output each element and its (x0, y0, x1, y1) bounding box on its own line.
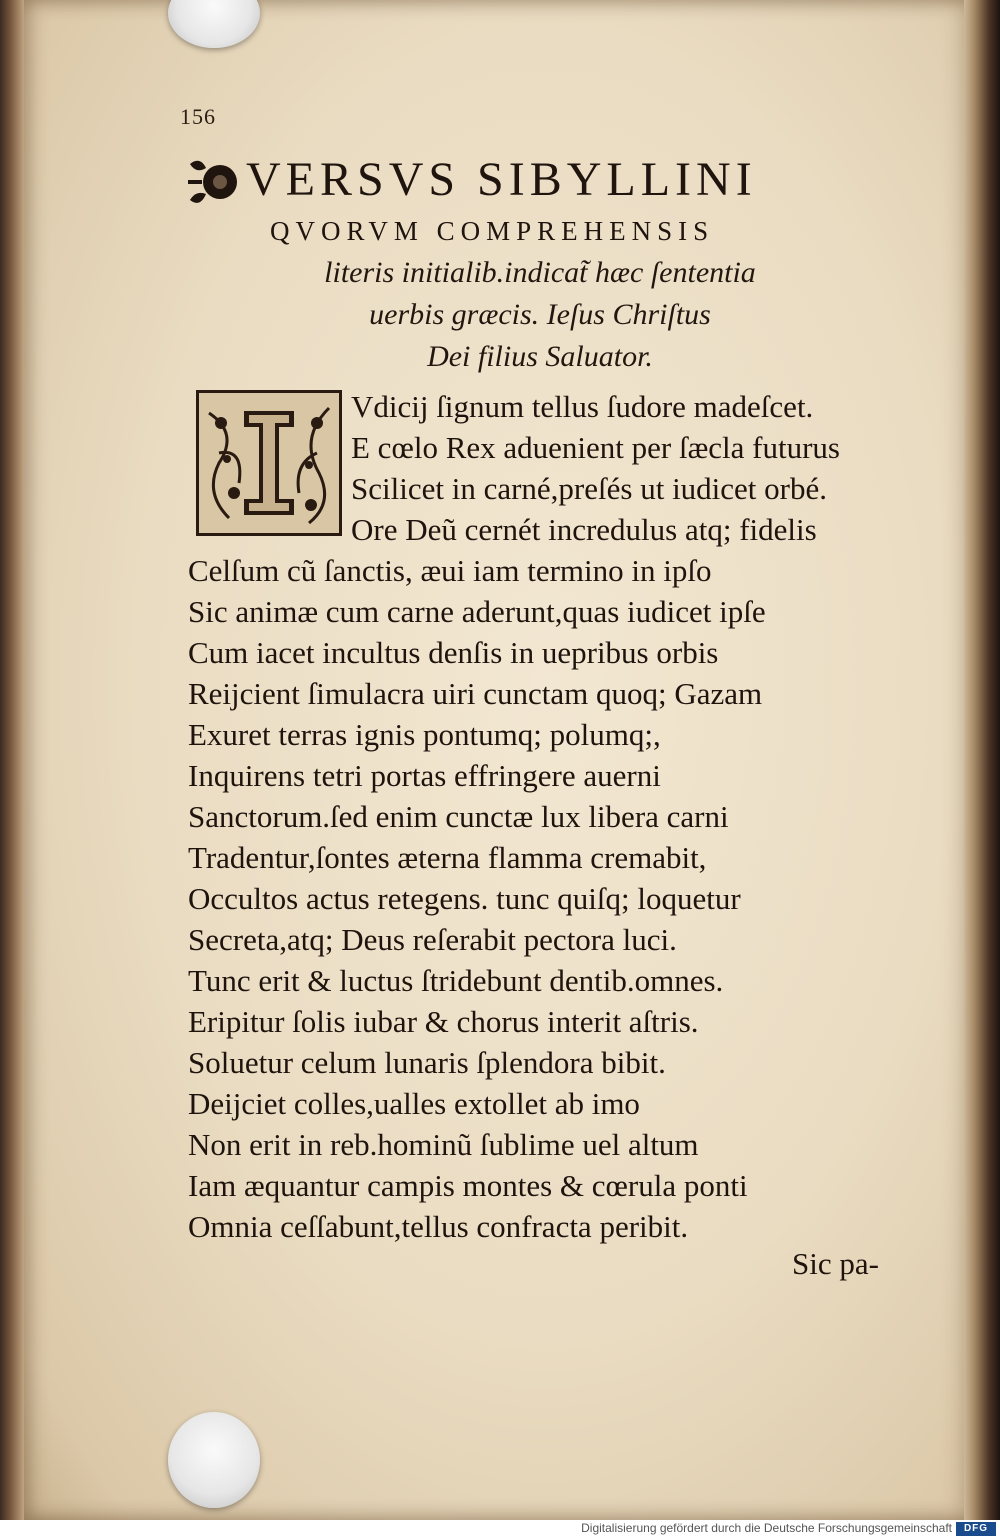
verse-line: Omnia ceſſabunt,tellus confracta peribit. (188, 1209, 689, 1244)
verse-line: Ore Deũ cernét incredulus atq; fidelis (351, 512, 817, 547)
intro-line: Dei filius Saluator. (427, 340, 653, 373)
verse-line: Vdicij ſignum tellus ſudore madeſcet. (351, 389, 814, 424)
verse-line: Reijcient ſimulacra uiri cunctam quoq; Gazam (188, 676, 763, 711)
verse-line: Soluetur celum lunaris ſplendora bibit. (188, 1045, 666, 1080)
intro-line: literis initialib.indicat̃ hæc ſententia (324, 256, 756, 289)
page-number: 156 (180, 104, 216, 129)
verse-line: Tunc erit & luctus ſtridebunt dentib.omnes. (188, 963, 724, 998)
verse-line: Secreta,atq; Deus reſerabit pectora luci. (188, 922, 677, 957)
verse-line: Scilicet in carné,preſés ut iudicet orbé. (351, 471, 828, 506)
heading-intro (190, 252, 890, 378)
verse-line: Exuret terras ignis pontumq; polumq;, (188, 717, 661, 752)
verse-line: Non erit in reb.hominũ ſublime uel altum (188, 1127, 699, 1162)
verse-line: Eripitur ſolis iubar & chorus interit aſtris. (188, 1004, 699, 1039)
verse-line: E cœlo Rex aduenient per ſæcla futurus (351, 430, 840, 465)
verse-line: Cum iacet incultus denſis in uepribus orbis (188, 635, 719, 670)
funding-credit: Digitalisierung gefördert durch die Deutsche Forschungsgemeinschaft (581, 1521, 952, 1535)
heading-subtitle: QVORVM COMPREHENSIS (270, 216, 715, 246)
book-right-edge (964, 0, 1000, 1520)
intro-line: uerbis græcis. Ieſus Chriſtus (369, 298, 711, 331)
heading-title: VERSVS SIBYLLINI (246, 153, 757, 206)
book-clip-bottom (168, 1412, 260, 1508)
verse-line: Iam æquantur campis montes & cœrula ponti (188, 1168, 748, 1203)
catchword: Sic pa- (792, 1246, 879, 1281)
verse-line: Celſum cũ ſanctis, æui iam termino in ipſo (188, 553, 712, 588)
verse-line: Occultos actus retegens. tunc quiſq; loquetur (188, 881, 741, 916)
dfg-logo: DFG (956, 1522, 996, 1536)
verse-line: Sanctorum.ſed enim cunctæ lux libera carni (188, 799, 729, 834)
verse-block (188, 386, 908, 1247)
verse-line: Sic animæ cum carne aderunt,quas iudicet ipſe (188, 594, 766, 629)
digitization-footer (0, 1520, 1000, 1538)
verse-line: Tradentur,ſontes æterna flamma cremabit, (188, 840, 707, 875)
verse-line: Deijciet colles,ualles extollet ab imo (188, 1086, 640, 1121)
verse-line: Inquirens tetri portas effringere auerni (188, 758, 661, 793)
fleuron-ornament-icon (186, 152, 242, 208)
